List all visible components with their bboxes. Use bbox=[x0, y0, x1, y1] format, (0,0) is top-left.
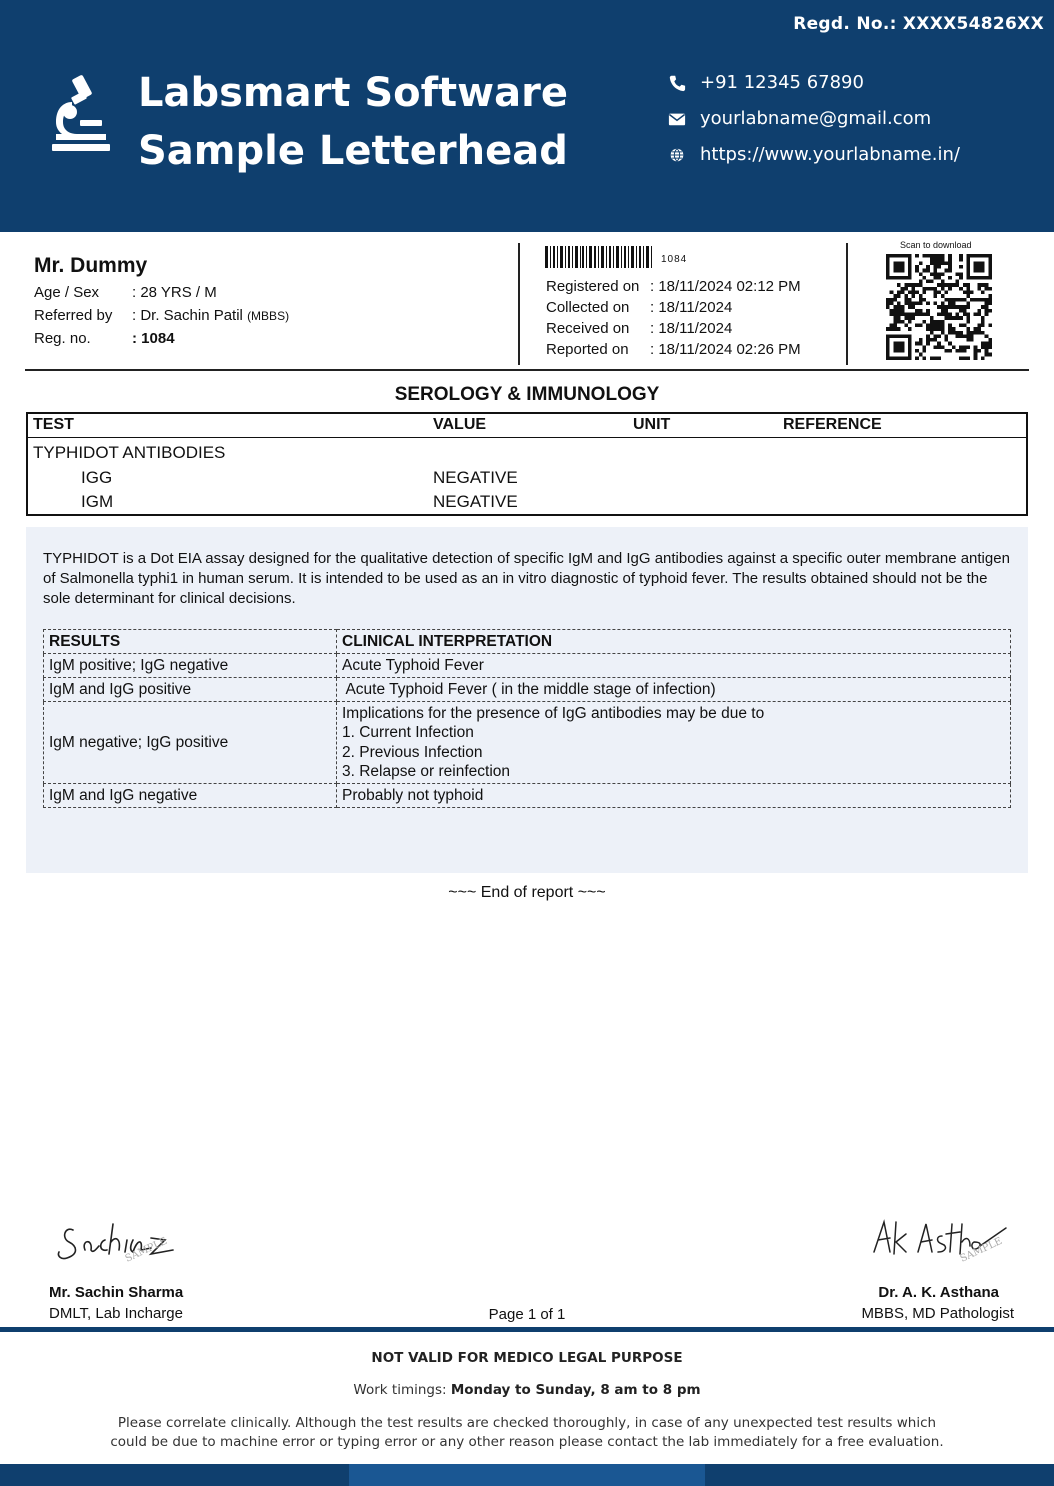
referred-by-label: Referred by bbox=[34, 307, 113, 324]
table-row bbox=[44, 784, 1011, 808]
lab-name-line1: Labsmart Software bbox=[138, 70, 568, 116]
svg-text:SAMPLE: SAMPLE bbox=[958, 1235, 1005, 1265]
disclaimer-line: could be due to machine error or typing error or any other reason please contact the lab immediately for a free evaluation. bbox=[110, 1434, 944, 1450]
reg-no-label: Reg. no. bbox=[34, 330, 91, 347]
result-cell: IgM negative; IgG positive bbox=[44, 702, 337, 784]
lab-name-line2: Sample Letterhead bbox=[138, 128, 568, 174]
barcode bbox=[545, 246, 655, 268]
interpretation-cell: Acute Typhoid Fever ( in the middle stage of infection) bbox=[337, 678, 1011, 702]
website-url[interactable]: https://www.yourlabname.in/ bbox=[700, 144, 960, 165]
reg-no-value: : 1084 bbox=[132, 330, 175, 347]
divider-vertical-2 bbox=[846, 243, 848, 365]
lab-name bbox=[138, 64, 568, 180]
work-timings-value: Monday to Sunday, 8 am to 8 pm bbox=[450, 1382, 701, 1398]
column-value: VALUE bbox=[433, 416, 487, 433]
reg-no-row bbox=[34, 330, 175, 347]
collected-row bbox=[546, 299, 732, 316]
end-of-report: ~~~ End of report ~~~ bbox=[448, 884, 606, 901]
globe-icon bbox=[668, 146, 686, 164]
interpretation-header-row bbox=[44, 630, 1011, 654]
results-table bbox=[26, 412, 1028, 516]
qr-code[interactable] bbox=[886, 254, 992, 360]
interpretation-line: 2. Previous Infection bbox=[342, 743, 483, 761]
work-timings-label: Work timings: bbox=[353, 1382, 451, 1398]
referred-by-value: : Dr. Sachin Patil bbox=[132, 307, 243, 324]
referrer-qualification: (MBBS) bbox=[247, 309, 290, 323]
received-label: Received on bbox=[546, 320, 630, 337]
interpretation-line: Implications for the presence of IgG antibodies may be due to bbox=[342, 704, 765, 722]
result-cell: IgM positive; IgG negative bbox=[44, 654, 337, 678]
barcode-number: 1084 bbox=[661, 254, 688, 265]
results-table-header bbox=[28, 414, 1026, 438]
table-row bbox=[44, 654, 1011, 678]
website-contact bbox=[668, 144, 960, 165]
phone-contact bbox=[668, 72, 864, 93]
right-signatory-title: MBBS, MD Pathologist bbox=[861, 1305, 1014, 1322]
clinical-interpretation-header: CLINICAL INTERPRETATION bbox=[337, 630, 1011, 654]
interpretation-box bbox=[26, 527, 1028, 873]
interpretation-table bbox=[43, 629, 1011, 808]
result-cell: IgM and IgG positive bbox=[44, 678, 337, 702]
column-test: TEST bbox=[33, 416, 74, 433]
phone-number: +91 12345 67890 bbox=[700, 72, 864, 93]
interpretation-line: 1. Current Infection bbox=[342, 724, 474, 741]
registered-value: : 18/11/2024 02:12 PM bbox=[650, 278, 801, 295]
test-name-igg: IGG bbox=[81, 468, 113, 487]
test-value-igg: NEGATIVE bbox=[433, 468, 518, 487]
column-unit: UNIT bbox=[633, 416, 671, 433]
test-value-igm: NEGATIVE bbox=[433, 492, 518, 511]
results-header: RESULTS bbox=[44, 630, 337, 654]
patient-name: Mr. Dummy bbox=[34, 254, 148, 277]
registered-row bbox=[546, 278, 801, 295]
column-reference: REFERENCE bbox=[783, 416, 882, 433]
right-signature-image bbox=[866, 1212, 1011, 1270]
work-timings bbox=[0, 1382, 1054, 1398]
age-sex-value: : 28 YRS / M bbox=[132, 284, 217, 301]
divider-horizontal bbox=[25, 369, 1029, 371]
interpretation-cell: Acute Typhoid Fever bbox=[337, 654, 1011, 678]
received-row bbox=[546, 320, 732, 337]
page-number: Page 1 of 1 bbox=[488, 1306, 566, 1323]
svg-text:SAMPLE: SAMPLE bbox=[123, 1235, 170, 1265]
result-cell: IgM and IgG negative bbox=[44, 784, 337, 808]
test-group-name: TYPHIDOT ANTIBODIES bbox=[33, 443, 226, 462]
age-sex-label: Age / Sex bbox=[34, 284, 100, 301]
interpretation-line: 3. Relapse or reinfection bbox=[342, 763, 511, 780]
disclaimer bbox=[0, 1414, 1054, 1452]
reported-label: Reported on bbox=[546, 341, 629, 358]
registered-label: Registered on bbox=[546, 278, 640, 295]
envelope-icon bbox=[668, 110, 686, 128]
table-row bbox=[44, 678, 1011, 702]
left-signature-image bbox=[55, 1210, 180, 1270]
section-title: SEROLOGY & IMMUNOLOGY bbox=[394, 384, 660, 405]
interpretation-cell: Probably not typhoid bbox=[337, 784, 1011, 808]
collected-label: Collected on bbox=[546, 299, 630, 316]
received-value: : 18/11/2024 bbox=[650, 320, 733, 337]
footer-divider bbox=[0, 1327, 1054, 1332]
left-signatory-name: Mr. Sachin Sharma bbox=[49, 1284, 184, 1301]
test-description: TYPHIDOT is a Dot EIA assay designed for the qualitative detection of specific IgM and IgG antibodies against a specific outer membrane antigen of Salmonella typhi1 in human serum. It is intended to be used as an in vitro diagnostic of typhoid fever. The results obtained should not be the sole determinant for clinical decisions. bbox=[43, 550, 1010, 607]
bottom-bar bbox=[0, 1464, 1054, 1486]
disclaimer-line: Please correlate clinically. Although the test results are checked thoroughly, in case of any unexpected test results which bbox=[117, 1415, 937, 1431]
interpretation-cell bbox=[337, 702, 1011, 784]
reported-value: : 18/11/2024 02:26 PM bbox=[650, 341, 801, 358]
legal-notice: NOT VALID FOR MEDICO LEGAL PURPOSE bbox=[371, 1350, 683, 1366]
collected-value: : 18/11/2024 bbox=[650, 299, 733, 316]
registration-number: Regd. No.: XXXX54826XX bbox=[793, 14, 1044, 34]
age-sex-row bbox=[34, 284, 217, 301]
microscope-logo-icon bbox=[50, 72, 112, 152]
reported-row bbox=[546, 341, 801, 358]
bottom-bar-accent bbox=[349, 1464, 705, 1486]
email-contact bbox=[668, 108, 931, 129]
left-signatory-title: DMLT, Lab Incharge bbox=[49, 1305, 183, 1322]
email-address[interactable]: yourlabname@gmail.com bbox=[700, 108, 932, 129]
test-name-igm: IGM bbox=[81, 492, 114, 511]
qr-caption: Scan to download bbox=[900, 240, 972, 250]
divider-vertical bbox=[518, 243, 520, 365]
referred-by-row bbox=[34, 307, 289, 324]
right-signatory-name: Dr. A. K. Asthana bbox=[878, 1284, 999, 1301]
phone-icon bbox=[668, 74, 686, 92]
letterhead-header bbox=[0, 0, 1054, 232]
table-row bbox=[44, 702, 1011, 784]
